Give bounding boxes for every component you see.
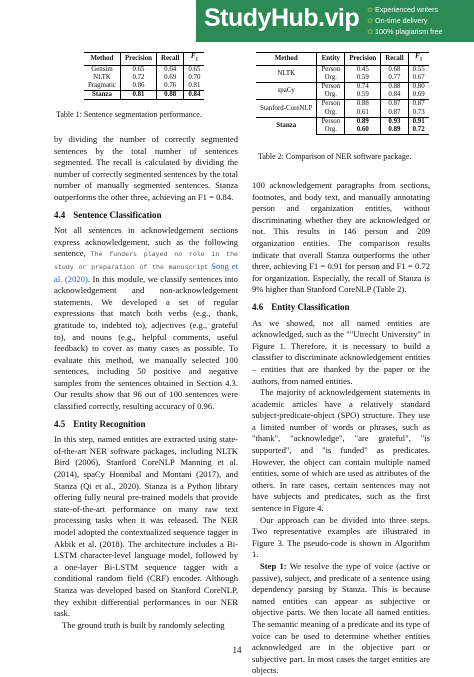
banner-feature-delivery: ✩ On-time delivery — [367, 16, 428, 25]
studyhub-logo: StudyHub.vip — [204, 4, 360, 32]
citation-link[interactable]: Song et al. (2020) — [54, 260, 238, 284]
studyhub-banner[interactable] — [196, 0, 474, 42]
table-row: Org. 0.59 0.77 0.67 — [256, 74, 429, 83]
table-sentence-segmentation — [84, 52, 204, 100]
banner-feature-plagiarism: ✩ 100% plagiarism free — [367, 27, 443, 36]
paragraph: Not all sentences in acknowledgement sections express acknowledgement, such as the following sentence, The funders played no role in the study or preparation of the manuscript Song et al. (2020). In this module, we classify sentences into acknowledgement and non-acknowledgement statements. We developed a set of regular expressions that match both verbs (e.g., thank, gratitude to, indebted to), adjectives (e.g., grateful to), and nouns (e.g., helpful comments, useful feedback) to cover as many cases as possible. To evaluate this method, we manually selected 100 sentences, including 50 positive and negative samples from the sentences obtained in Section 4.3. Our results show that 96 out of 100 sentences were classified correctly, resulting accuracy of 0.96. — [54, 225, 239, 412]
table-header: Recall — [157, 53, 184, 66]
section-heading-4-6: 4.6 Entity Classification — [252, 301, 350, 312]
page-number: 14 — [232, 645, 242, 655]
table2-caption: Table 2: Comparison of NER software package. — [258, 152, 412, 161]
section-heading-4-5: 4.5 Entity Recognition — [54, 418, 146, 429]
right-column — [252, 180, 430, 677]
paragraph: by dividing the number of correctly segmented sentences by the total number of sentences segmented. The recall is calculated by dividing the number of correctly segmented sentences by the total number of manually segmented sentences. Stanza outperforms the other three, achieving an F1 = 0.84. — [54, 134, 238, 202]
table-row: Stanza 0.81 0.88 0.84 — [84, 91, 204, 100]
table-row: Stanza Person 0.89 0.93 0.91 — [256, 117, 429, 126]
paragraph: The majority of acknowledgement statements in academic articles have a relatively standard subject-predicate-object (SPO) structure. They use a limited number of words or phrases, such as "thank", "acknowledge", "are grateful", "is supported", and "is funded" as predicates. However, the object can contain multiple named entities, some of which are used as attributes of the others. In rare cases, certain sentences may not have subjects and predicates, such as the first sentence in Figure 4. — [252, 387, 430, 514]
table-row: Org. 0.59 0.84 0.69 — [256, 91, 429, 100]
paragraph: Step 1: We resolve the type of voice (active or passive), subject, and predicate of a sentence using dependency parsing by Stanza. This is because named entities can appear as subjective or objective parts. We then locate all named entities. The semantic meaning of a predicate and its type of voice can be used to determine whether entities acknowledged are in the objective part or subjective part. In most cases the target entities are objects. — [252, 561, 431, 676]
table-header: $F_1$ — [408, 53, 429, 66]
table-row: Stanford-CoreNLP Person 0.88 0.87 0.87 — [256, 100, 429, 109]
paragraph: The ground truth is built by randomly selecting — [62, 619, 225, 630]
table-ner-comparison — [256, 52, 429, 135]
banner-feature-writers: ✩ Experienced writers — [367, 5, 439, 14]
section-heading-4-4: 4.4 Sentence Classification — [54, 209, 162, 220]
paragraph: Our approach can be divided into three steps. Two representative examples are illustrated in Figure 3. The pseudo-code is shown in Algorithm 1. — [252, 514, 430, 560]
star-icon: ✩ — [367, 5, 374, 14]
table-row: Gensim 0.65 0.64 0.65 — [84, 65, 204, 74]
table1-caption: Table 1: Sentence segmentation performance. — [56, 110, 202, 119]
table-header: Method — [84, 53, 120, 66]
table-header: Entity — [317, 53, 345, 66]
table-row: Org. 0.60 0.89 0.72 — [256, 126, 429, 135]
table-row: spaCy Person 0.74 0.88 0.80 — [256, 82, 429, 91]
quoted-sentence: The funders played no role in the study or preparation of the manuscript — [54, 251, 239, 271]
table-row: Org. 0.61 0.87 0.73 — [256, 109, 429, 118]
table-row: Pragmatic 0.86 0.76 0.81 — [84, 82, 204, 91]
table-row: NLTK 0.72 0.69 0.70 — [84, 74, 204, 82]
table-header: Precision — [345, 53, 381, 66]
left-column — [54, 134, 238, 631]
table-header: Method — [256, 53, 317, 66]
table-row: NLTK Person 0.45 0.68 0.55 — [256, 65, 429, 74]
paragraph: 100 acknowledgement paragraphs from sections, footnotes, and body text, and manually annotating person and organization entities, without discriminating whether they are acknowledged or not. This results in 146 person and 209 organization entities. The comparison results indicate that overall Stanza outperforms the other three, achieving F1 = 0.91 for person and F1 = 0.72 for organization. Especially, the recall of Stanza is 9% higher than Stanford CoreNLP (Table 2). — [252, 180, 430, 295]
table-header: Recall — [381, 53, 408, 66]
banner-features — [367, 4, 443, 37]
star-icon: ✩ — [367, 16, 374, 25]
paragraph: As we showed, not all named entities are acknowledged, such as the ""Utrecht University" in Figure 1. Therefore, it is necessary to build a classifier to discriminate acknowledgement entities – entities that are thanked by the paper or the authors, from named entities. — [252, 317, 430, 386]
table-header: $F_1$ — [184, 53, 205, 66]
paragraph: In this step, named entities are extracted using state-of-the-art NER software packages, including NLTK Bird (2006), Stanford CoreNLP Manning et al. (2014), spaCy Honnibal and Montani (2017), and Stanza (Qi et al., 2020). Stanza is a Python library offering fully neural pre-trained models that provide state-of-the-art performance on many raw text processing tasks when it was released. The NER model adopted the contextualized sequence tagger in Akbik et al. (2018). The architecture includes a Bi-LSTM character-level language model, followed by a one-layer Bi-LSTM sequence tagger with a conditional random field (CRF) encoder. Although Stanza was developed based on Stanford CoreNLP, they exhibit differential performances in our NER task. — [54, 434, 238, 619]
star-icon: ✩ — [367, 27, 374, 36]
table-header: Precision — [120, 53, 156, 66]
